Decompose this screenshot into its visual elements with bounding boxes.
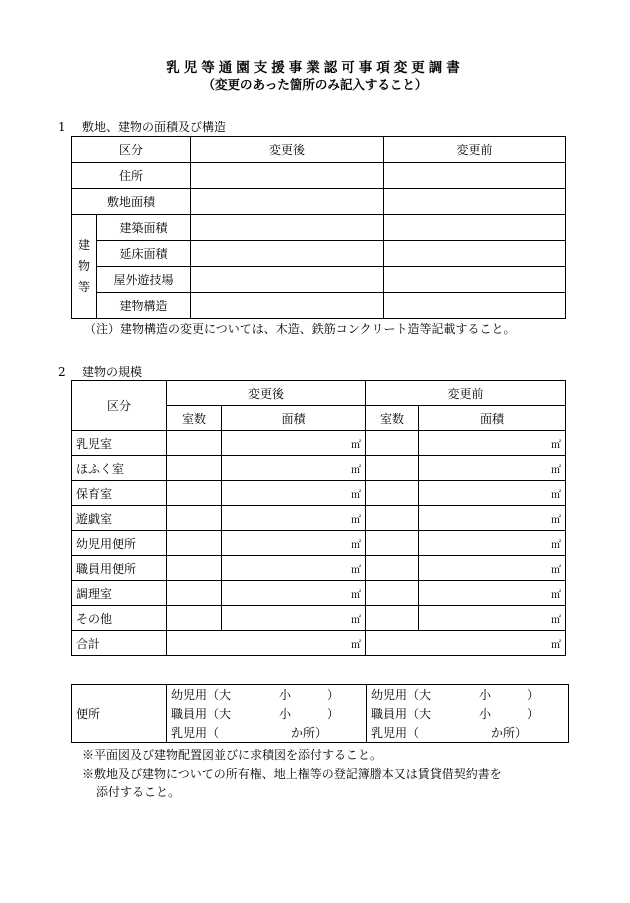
after-area-cell[interactable] xyxy=(222,556,366,581)
after-cell[interactable] xyxy=(191,163,384,189)
table-row xyxy=(72,241,566,267)
header-after: 変更後 xyxy=(191,137,384,163)
before-area-cell[interactable] xyxy=(419,606,566,631)
unit-label: ㎡ xyxy=(351,564,362,576)
total-after-area[interactable] xyxy=(167,631,366,656)
row-label: ほふく室 xyxy=(72,456,167,481)
group-char: 物 xyxy=(77,259,90,273)
after-area-cell[interactable] xyxy=(222,606,366,631)
toilet-after-line[interactable]: 職員用（大 小 ） xyxy=(167,704,367,723)
unit-label: ㎡ xyxy=(551,639,562,651)
building-scale-table xyxy=(71,380,566,656)
table-row xyxy=(72,189,566,215)
row-label: 幼児用便所 xyxy=(72,531,167,556)
row-label: 住所 xyxy=(72,163,191,189)
after-area-cell[interactable] xyxy=(222,506,366,531)
row-label: 敷地面積 xyxy=(72,189,191,215)
before-cell[interactable] xyxy=(384,189,566,215)
unit-label: ㎡ xyxy=(551,489,562,501)
before-area-cell[interactable] xyxy=(419,556,566,581)
before-area-cell[interactable] xyxy=(419,506,566,531)
unit-label: ㎡ xyxy=(351,539,362,551)
site-building-table xyxy=(71,136,566,319)
section2-number: 2 xyxy=(58,365,66,379)
before-cell[interactable] xyxy=(384,293,566,319)
before-cell[interactable] xyxy=(384,163,566,189)
before-rooms-cell[interactable] xyxy=(366,431,419,456)
row-label: 保育室 xyxy=(72,481,167,506)
after-rooms-cell[interactable] xyxy=(167,581,222,606)
header-category: 区分 xyxy=(72,381,167,431)
row-label: 建築面積 xyxy=(97,215,191,241)
unit-label: ㎡ xyxy=(551,589,562,601)
table-row xyxy=(72,606,566,631)
before-area-cell[interactable] xyxy=(419,456,566,481)
before-rooms-cell[interactable] xyxy=(366,606,419,631)
toilet-after-line[interactable]: 乳児用（ か所） xyxy=(167,723,367,743)
total-label: 合計 xyxy=(72,631,167,656)
before-rooms-cell[interactable] xyxy=(366,456,419,481)
after-rooms-cell[interactable] xyxy=(167,431,222,456)
table-row xyxy=(72,581,566,606)
table-row xyxy=(72,431,566,456)
after-rooms-cell[interactable] xyxy=(167,531,222,556)
table-row xyxy=(72,481,566,506)
row-label: 延床面積 xyxy=(97,241,191,267)
header-area: 面積 xyxy=(419,406,566,431)
unit-label: ㎡ xyxy=(351,489,362,501)
toilet-before-line[interactable]: 乳児用（ か所） xyxy=(371,726,528,740)
after-area-cell[interactable] xyxy=(222,481,366,506)
after-cell[interactable] xyxy=(191,241,384,267)
building-group-label xyxy=(72,215,97,319)
row-label: 乳児室 xyxy=(72,431,167,456)
after-rooms-cell[interactable] xyxy=(167,456,222,481)
after-area-cell[interactable] xyxy=(222,581,366,606)
section1-note: （注）建物構造の変更については、木造、鉄筋コンクリート造等記載すること。 xyxy=(84,322,516,336)
row-label: 遊戯室 xyxy=(72,506,167,531)
total-row xyxy=(72,631,566,656)
before-area-cell[interactable] xyxy=(419,481,566,506)
section1-number: 1 xyxy=(58,120,66,134)
document-title: 乳児等通園支援事業認可事項変更調書 xyxy=(166,60,464,76)
header-before: 変更前 xyxy=(384,137,566,163)
before-cell[interactable] xyxy=(384,241,566,267)
table-row xyxy=(72,215,566,241)
table-row xyxy=(72,163,566,189)
header-after: 変更後 xyxy=(167,381,366,406)
unit-label: ㎡ xyxy=(351,589,362,601)
section2-heading xyxy=(58,363,142,380)
table-header-row xyxy=(72,137,566,163)
unit-label: ㎡ xyxy=(351,614,362,626)
after-rooms-cell[interactable] xyxy=(167,556,222,581)
toilet-after-line[interactable]: 幼児用（大 小 ） xyxy=(167,685,367,705)
unit-label: ㎡ xyxy=(551,614,562,626)
after-cell[interactable] xyxy=(191,189,384,215)
unit-label: ㎡ xyxy=(351,514,362,526)
unit-label: ㎡ xyxy=(351,439,362,451)
unit-label: ㎡ xyxy=(351,639,362,651)
table-row xyxy=(72,506,566,531)
toilet-table xyxy=(71,684,569,743)
table-row xyxy=(72,267,566,293)
unit-label: ㎡ xyxy=(551,539,562,551)
row-label: 職員用便所 xyxy=(72,556,167,581)
toilet-before-line[interactable]: 職員用（大 小 ） xyxy=(371,707,540,721)
table-row xyxy=(72,293,566,319)
attachment-note-2-line1: ※敷地及び建物についての所有権、地上権等の登記簿謄本又は賃貸借契約書を xyxy=(82,767,502,781)
header-rooms: 室数 xyxy=(167,406,222,431)
before-rooms-cell[interactable] xyxy=(366,481,419,506)
after-cell[interactable] xyxy=(191,293,384,319)
after-rooms-cell[interactable] xyxy=(167,506,222,531)
header-area: 面積 xyxy=(222,406,366,431)
header-before: 変更前 xyxy=(366,381,566,406)
attachment-note-2-line2: 添付すること。 xyxy=(96,785,181,799)
table-header-row xyxy=(72,381,566,406)
group-char: 建 xyxy=(77,238,90,252)
before-rooms-cell[interactable] xyxy=(366,531,419,556)
table-row xyxy=(72,685,569,705)
before-area-cell[interactable] xyxy=(419,431,566,456)
header-category: 区分 xyxy=(72,137,191,163)
attachment-note-2 xyxy=(82,765,502,801)
toilet-label: 便所 xyxy=(72,685,167,743)
before-area-cell[interactable] xyxy=(419,581,566,606)
unit-label: ㎡ xyxy=(551,514,562,526)
after-rooms-cell[interactable] xyxy=(167,481,222,506)
after-area-cell[interactable] xyxy=(222,456,366,481)
table-row xyxy=(72,456,566,481)
section1-heading xyxy=(58,118,226,135)
row-label: 調理室 xyxy=(72,581,167,606)
table-row xyxy=(72,531,566,556)
unit-label: ㎡ xyxy=(551,439,562,451)
row-label: 建物構造 xyxy=(97,293,191,319)
row-label: その他 xyxy=(72,606,167,631)
before-rooms-cell[interactable] xyxy=(366,506,419,531)
after-cell[interactable] xyxy=(191,267,384,293)
total-before-area[interactable] xyxy=(366,631,566,656)
unit-label: ㎡ xyxy=(551,464,562,476)
toilet-before-line[interactable]: 幼児用（大 小 ） xyxy=(371,688,540,702)
before-rooms-cell[interactable] xyxy=(366,581,419,606)
before-area-cell[interactable] xyxy=(419,531,566,556)
document-subtitle: （変更のあった箇所のみ記入すること） xyxy=(202,77,428,92)
after-rooms-cell[interactable] xyxy=(167,606,222,631)
row-label: 屋外遊技場 xyxy=(97,267,191,293)
unit-label: ㎡ xyxy=(351,464,362,476)
attachment-note-1: ※平面図及び建物配置図並びに求積図を添付すること。 xyxy=(82,748,383,762)
after-area-cell[interactable] xyxy=(222,531,366,556)
header-rooms: 室数 xyxy=(366,406,419,431)
before-rooms-cell[interactable] xyxy=(366,556,419,581)
unit-label: ㎡ xyxy=(551,564,562,576)
table-row xyxy=(72,556,566,581)
after-area-cell[interactable] xyxy=(222,431,366,456)
group-char: 等 xyxy=(77,280,90,294)
before-cell[interactable] xyxy=(384,215,566,241)
section1-title: 敷地、建物の面積及び構造 xyxy=(82,120,227,134)
after-cell[interactable] xyxy=(191,215,384,241)
section2-title: 建物の規模 xyxy=(82,365,143,379)
before-cell[interactable] xyxy=(384,267,566,293)
